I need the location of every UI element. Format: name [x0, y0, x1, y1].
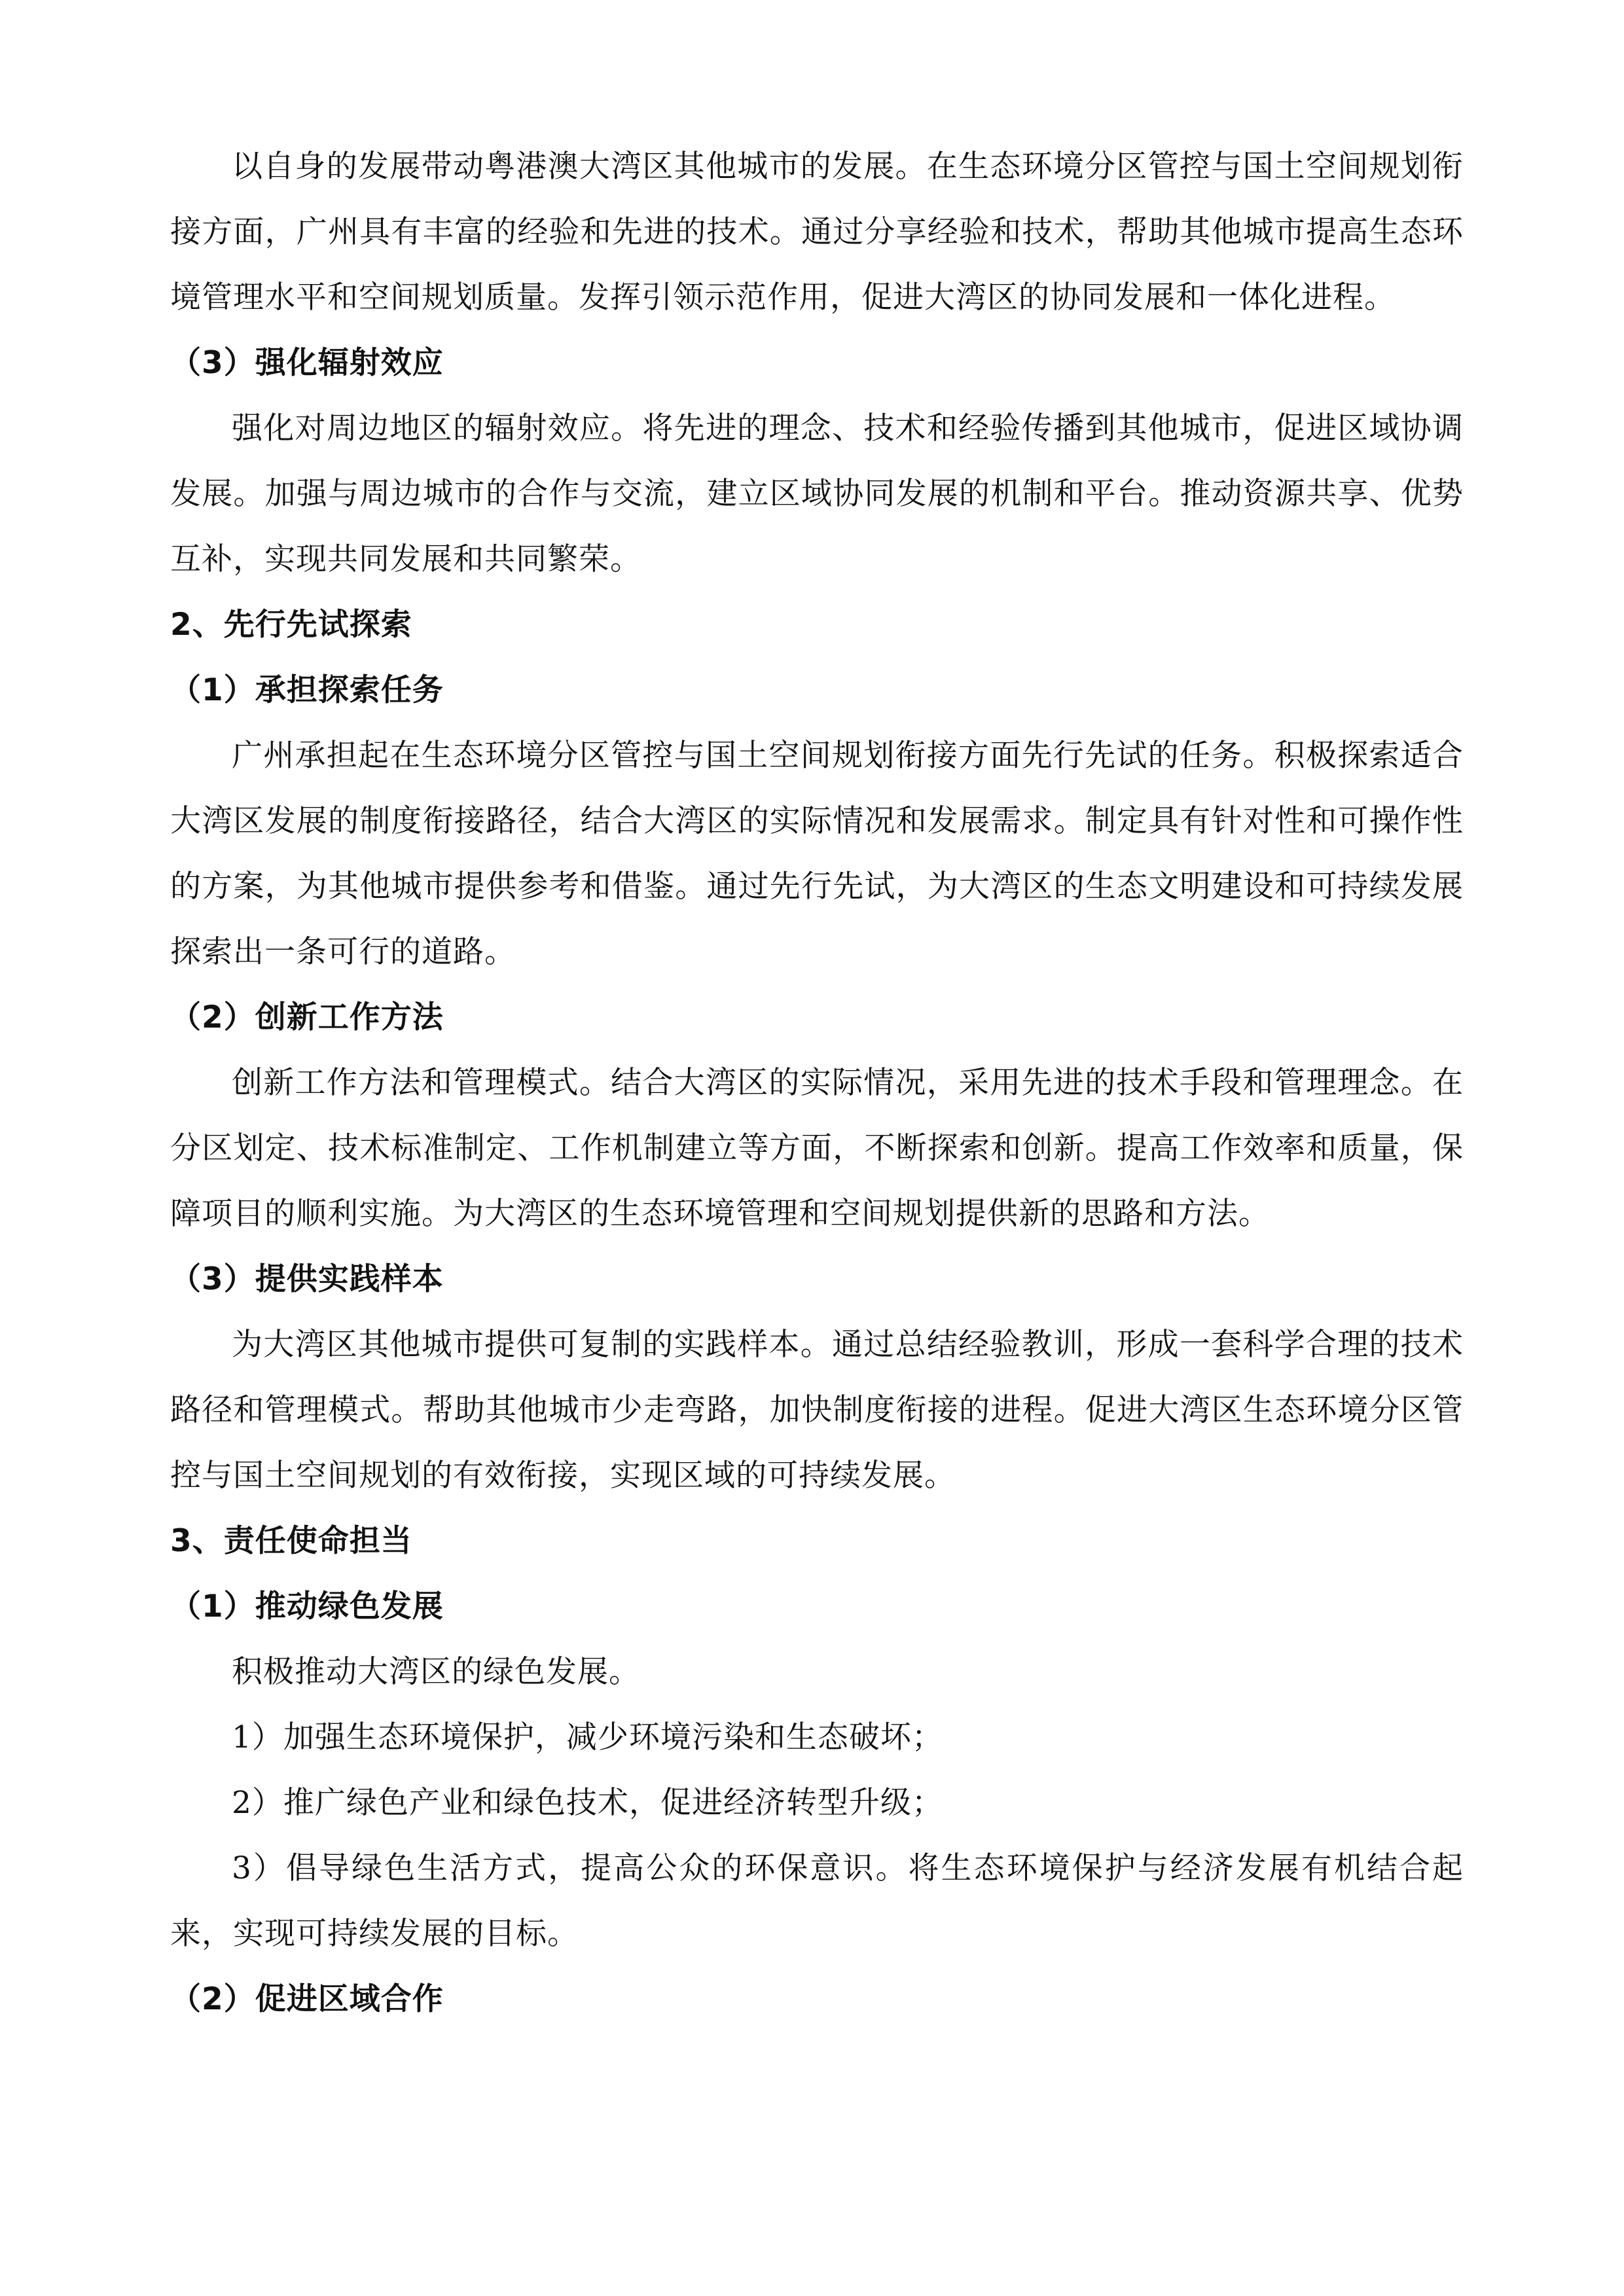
- subheading-strengthen-radiation: （3）强化辐射效应: [170, 345, 444, 381]
- paragraph-radiation-effect: 强化对周边地区的辐射效应。将先进的理念、技术和经验传播到其他城市，促进区域协调发展。加强与周边城市的合作与交流，建立区域协同发展的机制和平台。推动资源共享、优势互补，实现共同发展和共同繁荣。: [170, 410, 1464, 577]
- subheading-regional-cooperation: （2）促进区域合作: [170, 1981, 444, 2017]
- paragraph-innovative-methods: 创新工作方法和管理模式。结合大湾区的实际情况，采用先进的技术手段和管理理念。在分区划定、技术标准制定、工作机制建立等方面，不断探索和创新。提高工作效率和质量，保障项目的顺利实施。为大湾区的生态环境管理和空间规划提供新的思路和方法。: [170, 1065, 1464, 1232]
- list-item-green-3: 3）倡导绿色生活方式，提高公众的环保意识。将生态环境保护与经济发展有机结合起来，实现可持续发展的目标。: [170, 1850, 1464, 1952]
- subheading-exploration-task: （1）承担探索任务: [170, 672, 444, 708]
- list-item-green-1: 1）加强生态环境保护，减少环境污染和生态破坏；: [232, 1719, 943, 1755]
- paragraph-green-development-intro: 积极推动大湾区的绿色发展。: [232, 1654, 640, 1690]
- subheading-innovative-methods: （2）创新工作方法: [170, 999, 444, 1035]
- section-heading-responsibility-mission: 3、责任使命担当: [170, 1523, 412, 1559]
- paragraph-practice-samples: 为大湾区其他城市提供可复制的实践样本。通过总结经验教训，形成一套科学合理的技术路径和管理模式。帮助其他城市少走弯路，加快制度衔接的进程。促进大湾区生态环境分区管控与国土空间规划的有效衔接，实现区域的可持续发展。: [170, 1327, 1464, 1494]
- section-heading-pilot-exploration: 2、先行先试探索: [170, 607, 412, 643]
- subheading-practice-samples: （3）提供实践样本: [170, 1261, 444, 1297]
- subheading-green-development: （1）推动绿色发展: [170, 1588, 444, 1624]
- paragraph-intro-continuation: 以自身的发展带动粤港澳大湾区其他城市的发展。在生态环境分区管控与国土空间规划衔接方面，广州具有丰富的经验和先进的技术。通过分享经验和技术，帮助其他城市提高生态环境管理水平和空间规划质量。发挥引领示范作用，促进大湾区的协同发展和一体化进程。: [170, 149, 1464, 315]
- list-item-green-2: 2）推广绿色产业和绿色技术，促进经济转型升级；: [232, 1785, 943, 1821]
- paragraph-exploration-task: 广州承担起在生态环境分区管控与国土空间规划衔接方面先行先试的任务。积极探索适合大湾区发展的制度衔接路径，结合大湾区的实际情况和发展需求。制定具有针对性和可操作性的方案，为其他城市提供参考和借鉴。通过先行先试，为大湾区的生态文明建设和可持续发展探索出一条可行的道路。: [170, 738, 1464, 970]
